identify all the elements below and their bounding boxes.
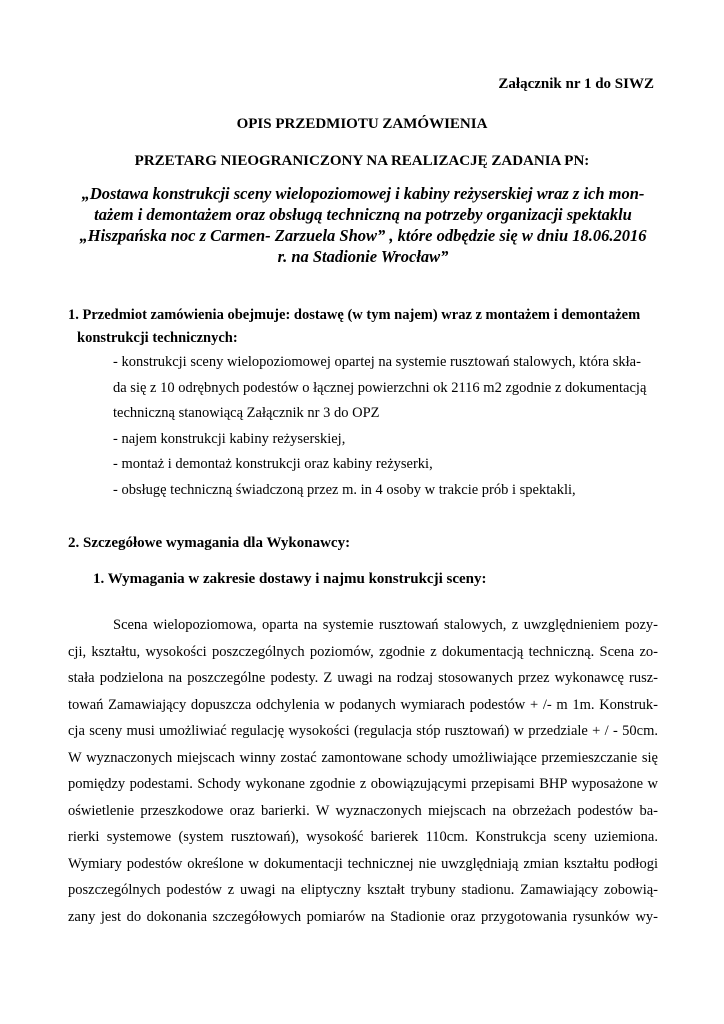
list-item: techniczną stanowiącą Załącznik nr 3 do OPZ — [113, 405, 380, 421]
tender-title: PRZETARG NIEOGRANICZONY NA REALIZACJĘ ZADANIA PN: — [134, 153, 590, 169]
annex-label: Załącznik nr 1 do SIWZ — [498, 76, 654, 92]
section-1-heading-line: 1. Przedmiot zamówienia obejmuje: dostawę (w tym najem) wraz z montażem i demontażem — [68, 307, 641, 323]
list-item: - montaż i demontaż konstrukcji oraz kabiny reżyserki, — [113, 456, 433, 472]
list-item: - obsługę techniczną świadczoną przez m. in 4 osoby w trakcie prób i spektakli, — [113, 481, 576, 498]
paragraph-line: poszczególnych podestów z uwagi na eliptyczny kształt trybuny stadionu. Zamawiający zobowią- — [68, 882, 658, 898]
contract-subject — [68, 183, 658, 267]
list-item: da się z 10 odrębnych podestów o łącznej powierzchni ok 2116 m2 zgodnie z dokumentacją — [113, 379, 647, 396]
requirements-paragraph — [68, 612, 658, 930]
list-item: - konstrukcji sceny wielopoziomowej opartej na systemie rusztowań stalowych, która skła- — [113, 354, 641, 370]
paragraph-line: towań Zamawiający dopuszcza odchylenia w podanych wymiarach podestów + /- m 1m. Konstruk- — [68, 696, 658, 713]
scope-list — [113, 350, 658, 503]
section-2-heading: 2. Szczegółowe wymagania dla Wykonawcy: — [68, 535, 351, 551]
section-1-heading — [68, 304, 658, 350]
subject-line: tażem i demontażem oraz obsługą techniczną na potrzeby organizacji spektaklu — [94, 205, 632, 224]
paragraph-line: zany jest do dokonania szczegółowych pomiarów na Stadionie oraz przygotowania rysunków wy- — [68, 908, 658, 925]
paragraph-line: Wymiary podestów określone w dokumentacji technicznej nie uwzględniają zmian kształtu podłogi — [68, 855, 658, 872]
section-2-1-heading: 1. Wymagania w zakresie dostawy i najmu konstrukcji sceny: — [93, 571, 487, 587]
paragraph-line: rierki systemowe (system rusztowań), wysokość barierek 110cm. Konstrukcja sceny uziemiona. — [68, 829, 658, 845]
paragraph-line: cja sceny musi umożliwiać regulację wysokości (regulacja stóp rusztowań) w przedziale + / - 50cm. — [68, 723, 658, 739]
paragraph-line: Scena wielopoziomowa, oparta na systemie rusztowań stalowych, z uwzględnieniem pozy- — [113, 617, 658, 633]
subject-line: „Hiszpańska noc z Carmen- Zarzuela Show” , które odbędzie się w dniu 18.06.2016 — [79, 226, 647, 245]
list-item: - najem konstrukcji kabiny reżyserskiej, — [113, 430, 346, 447]
subject-line: „Dostawa konstrukcji sceny wielopoziomowej i kabiny reżyserskiej wraz z ich mon- — [81, 184, 645, 203]
paragraph-line: W wyznaczonych miejscach winny zostać zamontowane schody umożliwiające przemieszczanie się — [68, 749, 658, 766]
paragraph-line: oświetlenie przeszkodowe oraz barierki. W wyznaczonych miejscach na obrzeżach podestów ba- — [68, 802, 658, 819]
paragraph-line: cji, kształtu, wysokości poszczególnych poziomów, zgodnie z dokumentacją techniczną. Scena zo- — [68, 643, 658, 660]
section-1-heading-line: konstrukcji technicznych: — [77, 330, 238, 346]
paragraph-line: stała podzielona na poszczególne podesty. Z uwagi na rodzaj stosowanych przez wykonawcę rusz- — [68, 670, 658, 686]
paragraph-line: pomiędzy podestami. Schody wykonane zgodnie z obowiązującymi przepisami BHP wyposażone w — [68, 776, 658, 792]
document-title: OPIS PRZEDMIOTU ZAMÓWIENIA — [236, 116, 488, 132]
subject-line: r. na Stadionie Wrocław” — [277, 247, 449, 266]
